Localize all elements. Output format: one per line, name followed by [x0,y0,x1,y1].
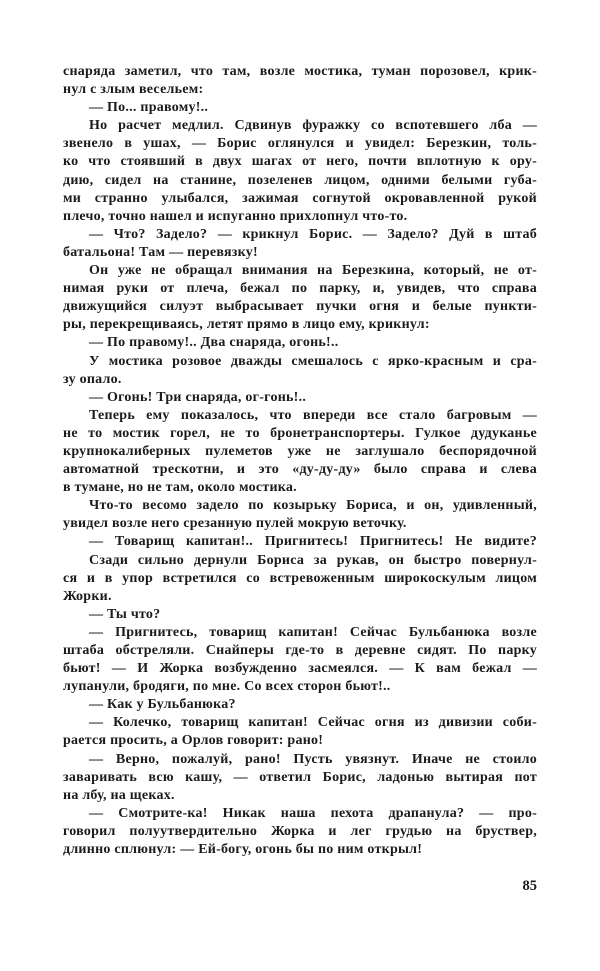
text-line: Жорки. [63,588,112,604]
text-line: — Пригнитесь, товарищ капитан! Сейчас Бульбанюка возле [89,624,537,640]
text-line: рается просить, а Орлов говорит: рано! [63,733,324,749]
text-line: снаряда заметил, что там, возле мостика, туман порозовел, крик- [63,64,537,79]
text-line: У мостика розовое дважды смешалось с ярко-красным и сра- [89,353,537,369]
text-line: длинно сплюнул: — Ей-богу, огонь бы по ним открыл! [63,842,423,858]
text-line: нимая руки от плеча, бежал по парку, и, увидев, что справа [63,281,537,297]
text-line: ми странно улыбался, зажимая согнутой окровавленной рукой [63,190,537,206]
text-line: батальона! Там — перевязку! [63,244,258,260]
text-line: ко что стоявший в двух шагах от него, почти вплотную к ору- [63,154,537,170]
text-line: автоматной трескотни, и это «ду-ду-ду» было справа и слева [63,462,537,478]
text-line: крупнокалиберных пулеметов уже не заглушало беспорядочной [63,443,537,459]
text-line: — Как у Бульбанюка? [89,697,236,713]
page-number: 85 [522,878,537,894]
text-line: Что-то весомо задело по козырьку Бориса, и он, удивленный, [89,498,537,514]
text-line: нул с злым весельем: [63,82,204,98]
text-line: — Смотрите-ка! Никак наша пехота драпанула? — про- [89,805,537,821]
text-line: на лбу, на щеках. [63,787,175,803]
text-line: в тумане, но не там, около мостика. [63,480,297,496]
text-line: — Что? Задело? — крикнул Борис. — Задело? Дуй в штаб [89,226,537,242]
text-line: — По... правому!.. [89,100,209,116]
text-line: — Ты что? [89,606,161,622]
text-line: не то мостик горел, не то бронетранспортеры. Гулкое дудуканье [63,425,537,441]
text-line: движущийся силуэт выбрасывает пучки огня и белые пункти- [63,299,537,315]
text-line: лупанули, бродяги, по мне. Со всех сторон бьют!.. [63,679,391,695]
text-line: Теперь ему показалось, что впереди все стало багровым — [89,407,537,423]
text-line: ры, перекрещиваясь, летят прямо в лицо ему, крикнул: [63,317,430,333]
page-text-block [63,63,537,859]
text-line: Но расчет медлил. Сдвинув фуражку со вспотевшего лба — [89,118,537,134]
text-line: штаба обстреляли. Снайперы где-то в деревне сидят. По парку [63,643,537,658]
text-line: — Товарищ капитан!.. Пригнитесь! Пригнитесь! Не видите? [89,534,537,550]
text-line: Он уже не обращал внимания на Березкина, который, не от- [89,263,537,279]
text-line: заваривать всю кашу, — ответил Борис, ладонью вытирая пот [63,769,537,785]
text-line: увидел возле него срезанную пулей мокрую веточку. [63,516,407,532]
text-line: — Огонь! Три снаряда, ог-гонь!.. [89,389,307,405]
text-line: — Колечко, товарищ капитан! Сейчас огня из дивизии соби- [89,715,537,731]
text-line: Сзади сильно дернули Бориса за рукав, он быстро повернул- [89,552,537,568]
text-line: говорил полуутвердительно Жорка и лег грудью на бруствер, [63,823,537,839]
text-line: дию, сидел на станине, позеленев лицом, одними белыми губа- [63,172,537,188]
text-line: плечо, точно нашел и испуганно прихлопнул что-то. [63,208,408,224]
text-line: — Верно, пожалуй, рано! Пусть увязнут. Иначе не стоило [89,751,537,767]
text-line: — По правому!.. Два снаряда, огонь!.. [89,335,339,351]
text-line: бьют! — И Жорка возбужденно засмеялся. — К вам бежал — [63,661,537,677]
text-line: зу опало. [63,371,122,387]
text-line: ся и в упор встретился со встревоженным широкоскулым лицом [63,570,537,586]
text-line: звенело в ушах, — Борис оглянулся и увидел: Березкин, толь- [63,136,537,152]
